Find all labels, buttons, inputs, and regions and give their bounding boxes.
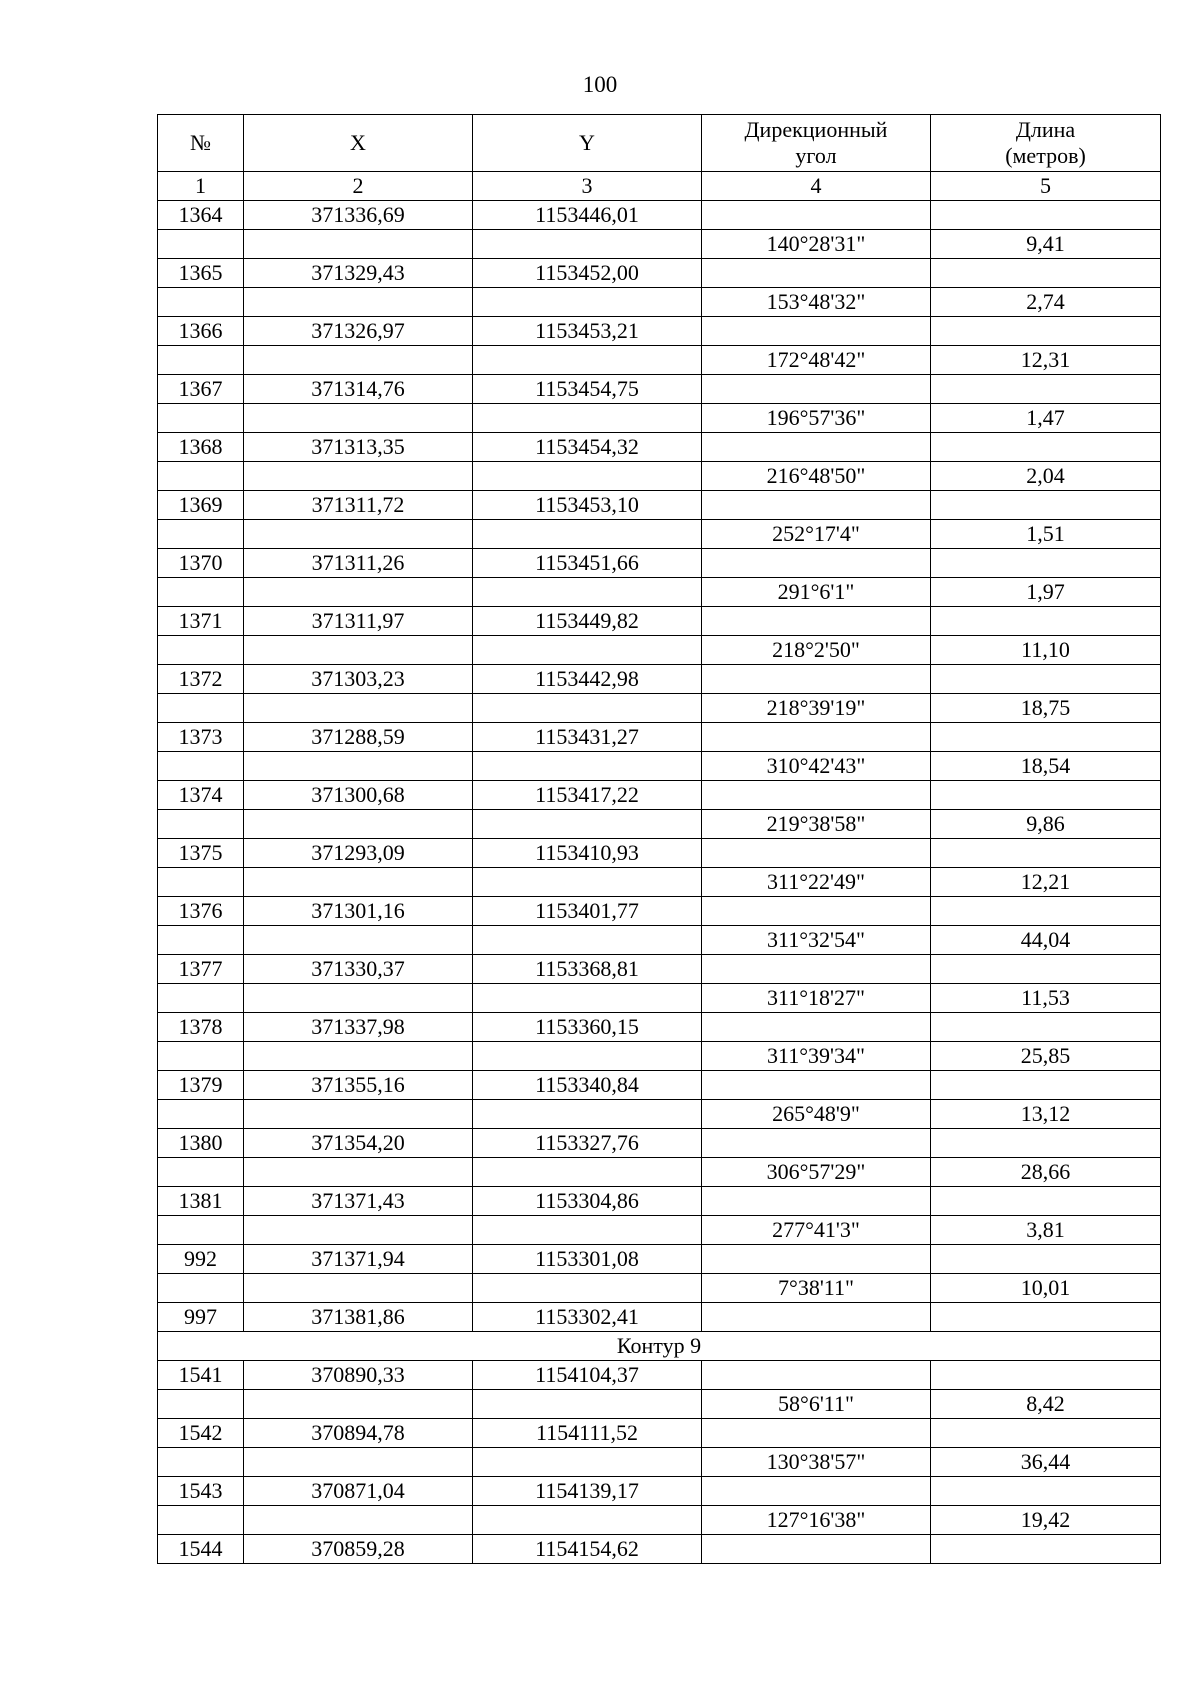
length-cell: 11,10 xyxy=(931,636,1161,665)
length-cell: 44,04 xyxy=(931,926,1161,955)
point-number-cell: 1544 xyxy=(158,1535,244,1564)
point-row xyxy=(158,1361,1161,1390)
length-cell: 19,42 xyxy=(931,1506,1161,1535)
header-number: № xyxy=(158,115,244,172)
point-row xyxy=(158,781,1161,810)
empty-cell xyxy=(931,607,1161,636)
direction-angle-cell: 311°32'54" xyxy=(702,926,931,955)
x-coordinate-cell: 371311,26 xyxy=(244,549,473,578)
empty-cell xyxy=(702,317,931,346)
length-cell: 3,81 xyxy=(931,1216,1161,1245)
direction-angle-cell: 216°48'50" xyxy=(702,462,931,491)
direction-angle-cell: 196°57'36" xyxy=(702,404,931,433)
empty-cell xyxy=(244,810,473,839)
header-direction-angle: Дирекционный угол xyxy=(702,115,931,172)
length-cell: 25,85 xyxy=(931,1042,1161,1071)
point-row xyxy=(158,375,1161,404)
empty-cell xyxy=(244,1042,473,1071)
empty-cell xyxy=(473,1100,702,1129)
x-coordinate-cell: 371371,43 xyxy=(244,1187,473,1216)
direction-angle-cell: 306°57'29" xyxy=(702,1158,931,1187)
y-coordinate-cell: 1153454,75 xyxy=(473,375,702,404)
segment-row xyxy=(158,1506,1161,1535)
direction-angle-cell: 127°16'38" xyxy=(702,1506,931,1535)
length-cell: 28,66 xyxy=(931,1158,1161,1187)
direction-angle-cell: 311°22'49" xyxy=(702,868,931,897)
empty-cell xyxy=(702,259,931,288)
segment-row xyxy=(158,578,1161,607)
empty-cell xyxy=(158,1042,244,1071)
empty-cell xyxy=(158,1158,244,1187)
x-coordinate-cell: 370894,78 xyxy=(244,1419,473,1448)
direction-angle-cell: 153°48'32" xyxy=(702,288,931,317)
length-cell: 11,53 xyxy=(931,984,1161,1013)
empty-cell xyxy=(158,926,244,955)
point-row xyxy=(158,1477,1161,1506)
header-x: X xyxy=(244,115,473,172)
length-cell: 36,44 xyxy=(931,1448,1161,1477)
empty-cell xyxy=(473,694,702,723)
length-cell: 12,31 xyxy=(931,346,1161,375)
point-number-cell: 1378 xyxy=(158,1013,244,1042)
x-coordinate-cell: 371381,86 xyxy=(244,1303,473,1332)
point-number-cell: 1372 xyxy=(158,665,244,694)
empty-cell xyxy=(931,897,1161,926)
x-coordinate-cell: 371314,76 xyxy=(244,375,473,404)
point-row xyxy=(158,259,1161,288)
direction-angle-cell: 140°28'31" xyxy=(702,230,931,259)
point-number-cell: 1368 xyxy=(158,433,244,462)
empty-cell xyxy=(244,636,473,665)
empty-cell xyxy=(158,810,244,839)
length-cell: 18,54 xyxy=(931,752,1161,781)
empty-cell xyxy=(244,1448,473,1477)
point-row xyxy=(158,1303,1161,1332)
x-coordinate-cell: 371303,23 xyxy=(244,665,473,694)
direction-angle-cell: 130°38'57" xyxy=(702,1448,931,1477)
length-cell: 9,86 xyxy=(931,810,1161,839)
empty-cell xyxy=(702,897,931,926)
direction-angle-cell: 219°38'58" xyxy=(702,810,931,839)
point-number-cell: 1369 xyxy=(158,491,244,520)
point-number-cell: 997 xyxy=(158,1303,244,1332)
empty-cell xyxy=(702,201,931,230)
point-number-cell: 1379 xyxy=(158,1071,244,1100)
direction-angle-cell: 277°41'3" xyxy=(702,1216,931,1245)
y-coordinate-cell: 1153442,98 xyxy=(473,665,702,694)
point-row xyxy=(158,1187,1161,1216)
empty-cell xyxy=(702,1477,931,1506)
empty-cell xyxy=(158,694,244,723)
empty-cell xyxy=(702,723,931,752)
y-coordinate-cell: 1153453,10 xyxy=(473,491,702,520)
empty-cell xyxy=(931,549,1161,578)
direction-angle-cell: 172°48'42" xyxy=(702,346,931,375)
segment-row xyxy=(158,1390,1161,1419)
empty-cell xyxy=(244,520,473,549)
direction-angle-cell: 7°38'11" xyxy=(702,1274,931,1303)
empty-cell xyxy=(931,1535,1161,1564)
empty-cell xyxy=(473,636,702,665)
empty-cell xyxy=(702,955,931,984)
empty-cell xyxy=(473,520,702,549)
y-coordinate-cell: 1153304,86 xyxy=(473,1187,702,1216)
segment-row xyxy=(158,984,1161,1013)
segment-row xyxy=(158,346,1161,375)
length-cell: 1,51 xyxy=(931,520,1161,549)
empty-cell xyxy=(158,1506,244,1535)
point-row xyxy=(158,201,1161,230)
segment-row xyxy=(158,230,1161,259)
point-number-cell: 1543 xyxy=(158,1477,244,1506)
empty-cell xyxy=(931,1071,1161,1100)
x-coordinate-cell: 370871,04 xyxy=(244,1477,473,1506)
point-row xyxy=(158,1013,1161,1042)
point-row xyxy=(158,723,1161,752)
point-number-cell: 1370 xyxy=(158,549,244,578)
point-number-cell: 1376 xyxy=(158,897,244,926)
empty-cell xyxy=(931,1187,1161,1216)
empty-cell xyxy=(702,549,931,578)
empty-cell xyxy=(702,1303,931,1332)
column-number: 5 xyxy=(931,172,1161,201)
segment-row xyxy=(158,1216,1161,1245)
empty-cell xyxy=(473,1216,702,1245)
empty-cell xyxy=(702,665,931,694)
y-coordinate-cell: 1153360,15 xyxy=(473,1013,702,1042)
empty-cell xyxy=(702,1361,931,1390)
empty-cell xyxy=(244,1158,473,1187)
y-coordinate-cell: 1153431,27 xyxy=(473,723,702,752)
coordinates-table xyxy=(157,114,1161,1564)
empty-cell xyxy=(931,723,1161,752)
empty-cell xyxy=(473,1448,702,1477)
empty-cell xyxy=(244,1390,473,1419)
x-coordinate-cell: 371355,16 xyxy=(244,1071,473,1100)
empty-cell xyxy=(158,520,244,549)
empty-cell xyxy=(473,926,702,955)
header-length: Длина (метров) xyxy=(931,115,1161,172)
x-coordinate-cell: 371337,98 xyxy=(244,1013,473,1042)
empty-cell xyxy=(931,1013,1161,1042)
y-coordinate-cell: 1153417,22 xyxy=(473,781,702,810)
y-coordinate-cell: 1153453,21 xyxy=(473,317,702,346)
empty-cell xyxy=(473,810,702,839)
empty-cell xyxy=(931,1303,1161,1332)
y-coordinate-cell: 1153401,77 xyxy=(473,897,702,926)
empty-cell xyxy=(702,1245,931,1274)
header-row xyxy=(158,115,1161,172)
x-coordinate-cell: 371326,97 xyxy=(244,317,473,346)
empty-cell xyxy=(473,230,702,259)
direction-angle-cell: 291°6'1" xyxy=(702,578,931,607)
direction-angle-cell: 311°39'34" xyxy=(702,1042,931,1071)
point-number-cell: 1377 xyxy=(158,955,244,984)
empty-cell xyxy=(931,1129,1161,1158)
point-number-cell: 1381 xyxy=(158,1187,244,1216)
empty-cell xyxy=(473,868,702,897)
segment-row xyxy=(158,810,1161,839)
x-coordinate-cell: 371354,20 xyxy=(244,1129,473,1158)
point-row xyxy=(158,665,1161,694)
point-number-cell: 1373 xyxy=(158,723,244,752)
x-coordinate-cell: 371300,68 xyxy=(244,781,473,810)
contour-label: Контур 9 xyxy=(158,1332,1161,1361)
y-coordinate-cell: 1154154,62 xyxy=(473,1535,702,1564)
y-coordinate-cell: 1153327,76 xyxy=(473,1129,702,1158)
empty-cell xyxy=(931,201,1161,230)
empty-cell xyxy=(244,288,473,317)
point-number-cell: 992 xyxy=(158,1245,244,1274)
y-coordinate-cell: 1153302,41 xyxy=(473,1303,702,1332)
empty-cell xyxy=(473,1274,702,1303)
empty-cell xyxy=(931,665,1161,694)
point-number-cell: 1371 xyxy=(158,607,244,636)
empty-cell xyxy=(473,1506,702,1535)
empty-cell xyxy=(931,433,1161,462)
contour-section-row xyxy=(158,1332,1161,1361)
empty-cell xyxy=(702,607,931,636)
point-number-cell: 1380 xyxy=(158,1129,244,1158)
segment-row xyxy=(158,926,1161,955)
y-coordinate-cell: 1153301,08 xyxy=(473,1245,702,1274)
y-coordinate-cell: 1153454,32 xyxy=(473,433,702,462)
empty-cell xyxy=(244,926,473,955)
empty-cell xyxy=(158,752,244,781)
x-coordinate-cell: 370890,33 xyxy=(244,1361,473,1390)
empty-cell xyxy=(931,491,1161,520)
length-cell: 12,21 xyxy=(931,868,1161,897)
x-coordinate-cell: 371313,35 xyxy=(244,433,473,462)
empty-cell xyxy=(931,1419,1161,1448)
empty-cell xyxy=(244,694,473,723)
length-cell: 18,75 xyxy=(931,694,1161,723)
segment-row xyxy=(158,1042,1161,1071)
direction-angle-cell: 218°2'50" xyxy=(702,636,931,665)
length-cell: 9,41 xyxy=(931,230,1161,259)
empty-cell xyxy=(473,578,702,607)
segment-row xyxy=(158,752,1161,781)
y-coordinate-cell: 1153410,93 xyxy=(473,839,702,868)
length-cell: 1,47 xyxy=(931,404,1161,433)
empty-cell xyxy=(244,868,473,897)
empty-cell xyxy=(702,1187,931,1216)
column-number: 2 xyxy=(244,172,473,201)
segment-row xyxy=(158,868,1161,897)
empty-cell xyxy=(473,1042,702,1071)
segment-row xyxy=(158,520,1161,549)
point-row xyxy=(158,549,1161,578)
y-coordinate-cell: 1153368,81 xyxy=(473,955,702,984)
y-coordinate-cell: 1154111,52 xyxy=(473,1419,702,1448)
point-row xyxy=(158,955,1161,984)
empty-cell xyxy=(931,1361,1161,1390)
x-coordinate-cell: 371311,72 xyxy=(244,491,473,520)
column-number-row xyxy=(158,172,1161,201)
x-coordinate-cell: 371330,37 xyxy=(244,955,473,984)
point-row xyxy=(158,1129,1161,1158)
point-row xyxy=(158,897,1161,926)
empty-cell xyxy=(931,955,1161,984)
point-number-cell: 1366 xyxy=(158,317,244,346)
empty-cell xyxy=(158,636,244,665)
y-coordinate-cell: 1154139,17 xyxy=(473,1477,702,1506)
empty-cell xyxy=(931,317,1161,346)
empty-cell xyxy=(244,984,473,1013)
point-row xyxy=(158,607,1161,636)
x-coordinate-cell: 371311,97 xyxy=(244,607,473,636)
x-coordinate-cell: 371293,09 xyxy=(244,839,473,868)
empty-cell xyxy=(702,781,931,810)
empty-cell xyxy=(158,230,244,259)
empty-cell xyxy=(473,462,702,491)
y-coordinate-cell: 1153446,01 xyxy=(473,201,702,230)
segment-row xyxy=(158,1100,1161,1129)
y-coordinate-cell: 1154104,37 xyxy=(473,1361,702,1390)
empty-cell xyxy=(244,1100,473,1129)
segment-row xyxy=(158,1448,1161,1477)
length-cell: 13,12 xyxy=(931,1100,1161,1129)
length-cell: 2,04 xyxy=(931,462,1161,491)
empty-cell xyxy=(158,578,244,607)
empty-cell xyxy=(931,1245,1161,1274)
empty-cell xyxy=(702,1013,931,1042)
y-coordinate-cell: 1153451,66 xyxy=(473,549,702,578)
point-row xyxy=(158,839,1161,868)
length-cell: 1,97 xyxy=(931,578,1161,607)
empty-cell xyxy=(473,1158,702,1187)
direction-angle-cell: 218°39'19" xyxy=(702,694,931,723)
empty-cell xyxy=(931,781,1161,810)
empty-cell xyxy=(158,1390,244,1419)
point-row xyxy=(158,491,1161,520)
column-number: 1 xyxy=(158,172,244,201)
empty-cell xyxy=(244,404,473,433)
point-row xyxy=(158,1419,1161,1448)
point-row xyxy=(158,433,1161,462)
direction-angle-cell: 58°6'11" xyxy=(702,1390,931,1419)
page-number: 100 xyxy=(582,72,618,97)
point-number-cell: 1365 xyxy=(158,259,244,288)
empty-cell xyxy=(158,984,244,1013)
empty-cell xyxy=(158,868,244,897)
empty-cell xyxy=(702,433,931,462)
empty-cell xyxy=(473,288,702,317)
x-coordinate-cell: 370859,28 xyxy=(244,1535,473,1564)
segment-row xyxy=(158,1158,1161,1187)
empty-cell xyxy=(473,1390,702,1419)
empty-cell xyxy=(702,491,931,520)
point-number-cell: 1364 xyxy=(158,201,244,230)
empty-cell xyxy=(244,578,473,607)
segment-row xyxy=(158,462,1161,491)
point-row xyxy=(158,1245,1161,1274)
empty-cell xyxy=(244,462,473,491)
empty-cell xyxy=(702,1419,931,1448)
segment-row xyxy=(158,404,1161,433)
segment-row xyxy=(158,694,1161,723)
direction-angle-cell: 310°42'43" xyxy=(702,752,931,781)
empty-cell xyxy=(244,230,473,259)
header-y: Y xyxy=(473,115,702,172)
column-number: 4 xyxy=(702,172,931,201)
x-coordinate-cell: 371371,94 xyxy=(244,1245,473,1274)
point-number-cell: 1542 xyxy=(158,1419,244,1448)
empty-cell xyxy=(158,404,244,433)
empty-cell xyxy=(473,752,702,781)
x-coordinate-cell: 371301,16 xyxy=(244,897,473,926)
empty-cell xyxy=(158,1100,244,1129)
empty-cell xyxy=(158,1274,244,1303)
empty-cell xyxy=(244,1274,473,1303)
empty-cell xyxy=(702,1071,931,1100)
point-number-cell: 1375 xyxy=(158,839,244,868)
length-cell: 8,42 xyxy=(931,1390,1161,1419)
x-coordinate-cell: 371336,69 xyxy=(244,201,473,230)
empty-cell xyxy=(702,1535,931,1564)
y-coordinate-cell: 1153452,00 xyxy=(473,259,702,288)
point-row xyxy=(158,1071,1161,1100)
direction-angle-cell: 252°17'4" xyxy=(702,520,931,549)
empty-cell xyxy=(931,259,1161,288)
point-row xyxy=(158,1535,1161,1564)
empty-cell xyxy=(931,375,1161,404)
empty-cell xyxy=(473,346,702,375)
length-cell: 2,74 xyxy=(931,288,1161,317)
direction-angle-cell: 265°48'9" xyxy=(702,1100,931,1129)
empty-cell xyxy=(158,1448,244,1477)
empty-cell xyxy=(702,839,931,868)
empty-cell xyxy=(244,1506,473,1535)
direction-angle-cell: 311°18'27" xyxy=(702,984,931,1013)
y-coordinate-cell: 1153340,84 xyxy=(473,1071,702,1100)
empty-cell xyxy=(244,1216,473,1245)
table-body xyxy=(158,201,1161,1564)
length-cell: 10,01 xyxy=(931,1274,1161,1303)
empty-cell xyxy=(931,1477,1161,1506)
empty-cell xyxy=(244,346,473,375)
segment-row xyxy=(158,1274,1161,1303)
segment-row xyxy=(158,288,1161,317)
empty-cell xyxy=(158,288,244,317)
point-number-cell: 1367 xyxy=(158,375,244,404)
empty-cell xyxy=(158,346,244,375)
segment-row xyxy=(158,636,1161,665)
empty-cell xyxy=(702,375,931,404)
point-number-cell: 1374 xyxy=(158,781,244,810)
empty-cell xyxy=(931,839,1161,868)
point-row xyxy=(158,317,1161,346)
empty-cell xyxy=(158,1216,244,1245)
empty-cell xyxy=(158,462,244,491)
y-coordinate-cell: 1153449,82 xyxy=(473,607,702,636)
empty-cell xyxy=(244,752,473,781)
empty-cell xyxy=(473,984,702,1013)
column-number: 3 xyxy=(473,172,702,201)
empty-cell xyxy=(473,404,702,433)
x-coordinate-cell: 371329,43 xyxy=(244,259,473,288)
empty-cell xyxy=(702,1129,931,1158)
x-coordinate-cell: 371288,59 xyxy=(244,723,473,752)
point-number-cell: 1541 xyxy=(158,1361,244,1390)
